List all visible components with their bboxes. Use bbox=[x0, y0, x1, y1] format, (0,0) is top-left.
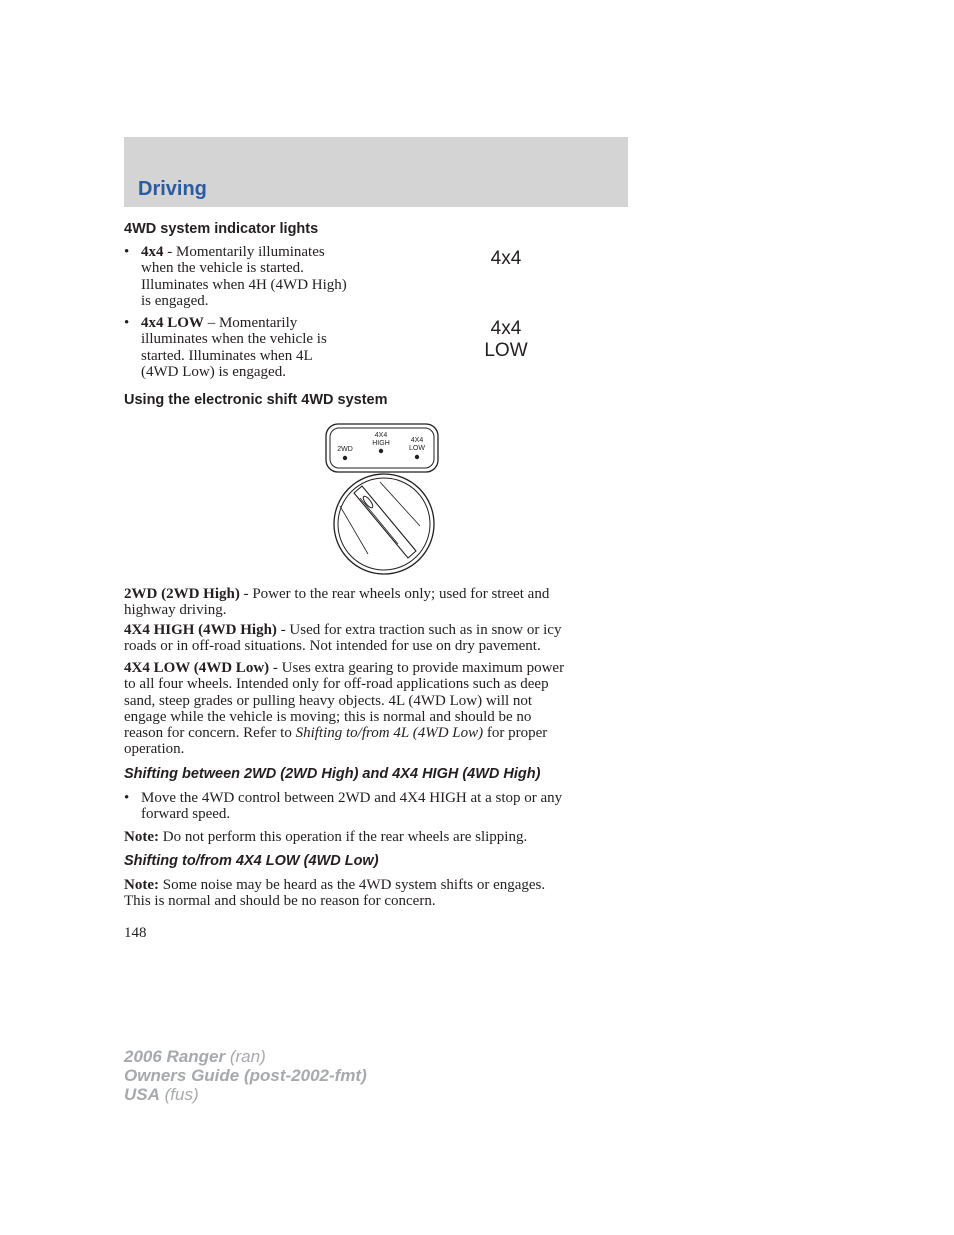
note-label: Note: bbox=[124, 877, 159, 893]
text: Do not perform this operation if the rear wheels are slipping. bbox=[158, 829, 528, 845]
note-slipping bbox=[124, 829, 629, 845]
label-2wd: 2WD bbox=[337, 446, 353, 453]
shift-4x4low-heading: Shifting to/from 4X4 LOW (4WD Low) bbox=[124, 853, 379, 869]
term: 4X4 HIGH (4WD High) bbox=[124, 622, 277, 638]
footer-model: 2006 Ranger bbox=[124, 1047, 226, 1066]
text: Illuminates when 4H (4WD High) bbox=[141, 276, 347, 293]
text: (4WD Low) is engaged. bbox=[141, 363, 286, 380]
bullet-dot: • bbox=[124, 790, 130, 806]
position-dot-4x4-high bbox=[379, 449, 383, 453]
text: when the vehicle is started. bbox=[141, 260, 304, 277]
document-footer bbox=[124, 1047, 367, 1104]
symbol-line: 4x4 bbox=[490, 318, 522, 339]
page-number: 148 bbox=[124, 925, 147, 941]
label-4x4-high-bottom: HIGH bbox=[372, 440, 390, 447]
term: 4x4 bbox=[141, 244, 164, 260]
position-dot-4x4-low bbox=[415, 455, 419, 459]
text: This is normal and should be no reason for concern. bbox=[124, 893, 436, 910]
text: forward speed. bbox=[141, 806, 231, 823]
section-title: Driving bbox=[138, 178, 207, 200]
electronic-shift-heading: Using the electronic shift 4WD system bbox=[124, 392, 388, 408]
text: reason for concern. Refer to bbox=[124, 725, 296, 742]
term: 4X4 LOW (4WD Low) bbox=[124, 660, 270, 676]
position-dot-2wd bbox=[343, 456, 347, 460]
mode-paragraph-4x4-low bbox=[124, 660, 629, 758]
text: sand, steep grades or pulling heavy objects. 4L (4WD Low) will not bbox=[124, 692, 533, 709]
text: - Power to the rear wheels only; used for street and bbox=[239, 586, 550, 602]
list-item bbox=[124, 315, 384, 381]
text: is engaged. bbox=[141, 292, 209, 309]
4wd-control-dial-diagram bbox=[320, 420, 444, 580]
text: Move the 4WD control between 2WD and 4X4 HIGH at a stop or any bbox=[141, 790, 563, 806]
bullet-dot: • bbox=[124, 244, 130, 260]
text: for proper bbox=[483, 725, 548, 742]
term: 4x4 LOW bbox=[141, 315, 204, 331]
section-header-band bbox=[124, 137, 628, 207]
footer-market: USA bbox=[124, 1085, 160, 1104]
mode-paragraph-2wd bbox=[124, 586, 629, 619]
note-label: Note: bbox=[124, 829, 159, 845]
footer-code: (ran) bbox=[225, 1047, 266, 1066]
text: to all four wheels. Intended only for off-road applications such as deep bbox=[124, 676, 549, 693]
text: Some noise may be heard as the 4WD system shifts or engages. bbox=[158, 877, 546, 893]
footer-code: (fus) bbox=[159, 1085, 199, 1104]
text: highway driving. bbox=[124, 602, 227, 619]
symbol-line: LOW bbox=[484, 340, 528, 361]
indicator-4x4-low-symbol bbox=[470, 318, 542, 362]
footer-guide: Owners Guide (post-2002-fmt) bbox=[124, 1066, 367, 1085]
bullet-dot: • bbox=[124, 315, 130, 331]
label-4x4-high-top: 4X4 bbox=[374, 432, 388, 439]
text: - Used for extra traction such as in snow or icy bbox=[276, 622, 562, 638]
text: started. Illuminates when 4L bbox=[141, 347, 313, 364]
label-4x4-low-top: 4X4 bbox=[410, 437, 424, 444]
text: - Momentarily illuminates bbox=[163, 244, 325, 260]
mode-paragraph-4x4-high bbox=[124, 622, 629, 655]
indicator-4x4-symbol: 4x4 bbox=[490, 248, 522, 269]
shift-2wd-4x4high-heading: Shifting between 2WD (2WD High) and 4X4 HIGH (4WD High) bbox=[124, 766, 541, 782]
text: - Uses extra gearing to provide maximum power bbox=[269, 660, 565, 676]
text: engage while the vehicle is moving; this is normal and should be no bbox=[124, 708, 532, 725]
label-4x4-low-bottom: LOW bbox=[409, 445, 425, 452]
term: 2WD (2WD High) bbox=[124, 586, 240, 602]
text: operation. bbox=[124, 741, 185, 758]
text: – Momentarily bbox=[203, 315, 298, 331]
text: illuminates when the vehicle is bbox=[141, 331, 327, 348]
list-item bbox=[124, 244, 384, 310]
text: roads or in off-road situations. Not intended for use on dry pavement. bbox=[124, 638, 541, 655]
note-noise bbox=[124, 877, 629, 910]
cross-reference: Shifting to/from 4L (4WD Low) bbox=[295, 725, 484, 742]
indicator-lights-heading: 4WD system indicator lights bbox=[124, 221, 319, 237]
list-item bbox=[124, 790, 629, 824]
